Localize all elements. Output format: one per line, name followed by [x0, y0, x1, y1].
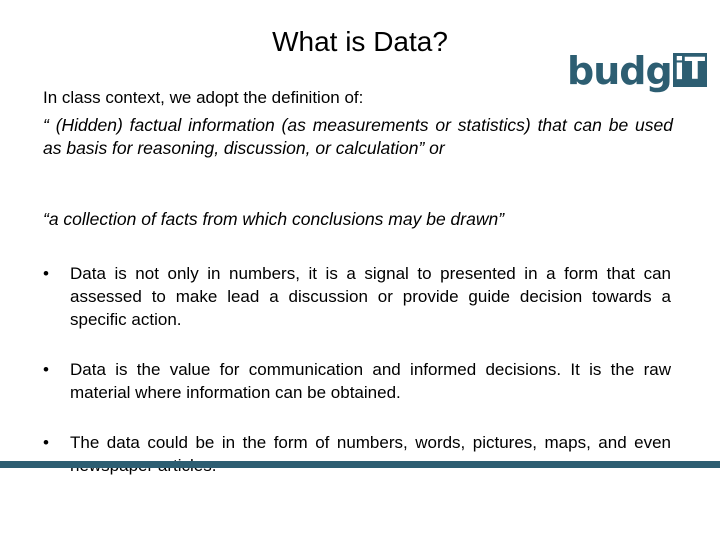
bullet-marker: •	[43, 360, 49, 379]
definition-quote-2: “a collection of facts from which conclusions may be drawn”	[43, 209, 505, 229]
bullet-marker: •	[43, 264, 49, 283]
definition-quote-1: “ (Hidden) factual information (as measurements or statistics) that can be used as basis for reasoning, discussion, or calculation” or	[43, 115, 673, 159]
bullet-text: Data is the value for communication and informed decisions. It is the raw material where information can be obtained.	[70, 360, 671, 402]
bullet-text: Data is not only in numbers, it is a signal to presented in a form that can assessed to make lead a discussion or provide guide decision towards a specific action.	[70, 264, 671, 329]
logo-text: budg	[567, 49, 672, 93]
slide-title: What is Data?	[272, 26, 448, 57]
bullet-text: The data could be in the form of numbers, words, pictures, maps, and even	[70, 433, 671, 452]
bottom-divider-bar	[0, 461, 720, 468]
logo-block: iT	[674, 52, 706, 87]
budgit-logo	[567, 44, 707, 93]
intro-text: In class context, we adopt the definition of:	[43, 88, 364, 107]
bullet-marker: •	[43, 433, 49, 452]
